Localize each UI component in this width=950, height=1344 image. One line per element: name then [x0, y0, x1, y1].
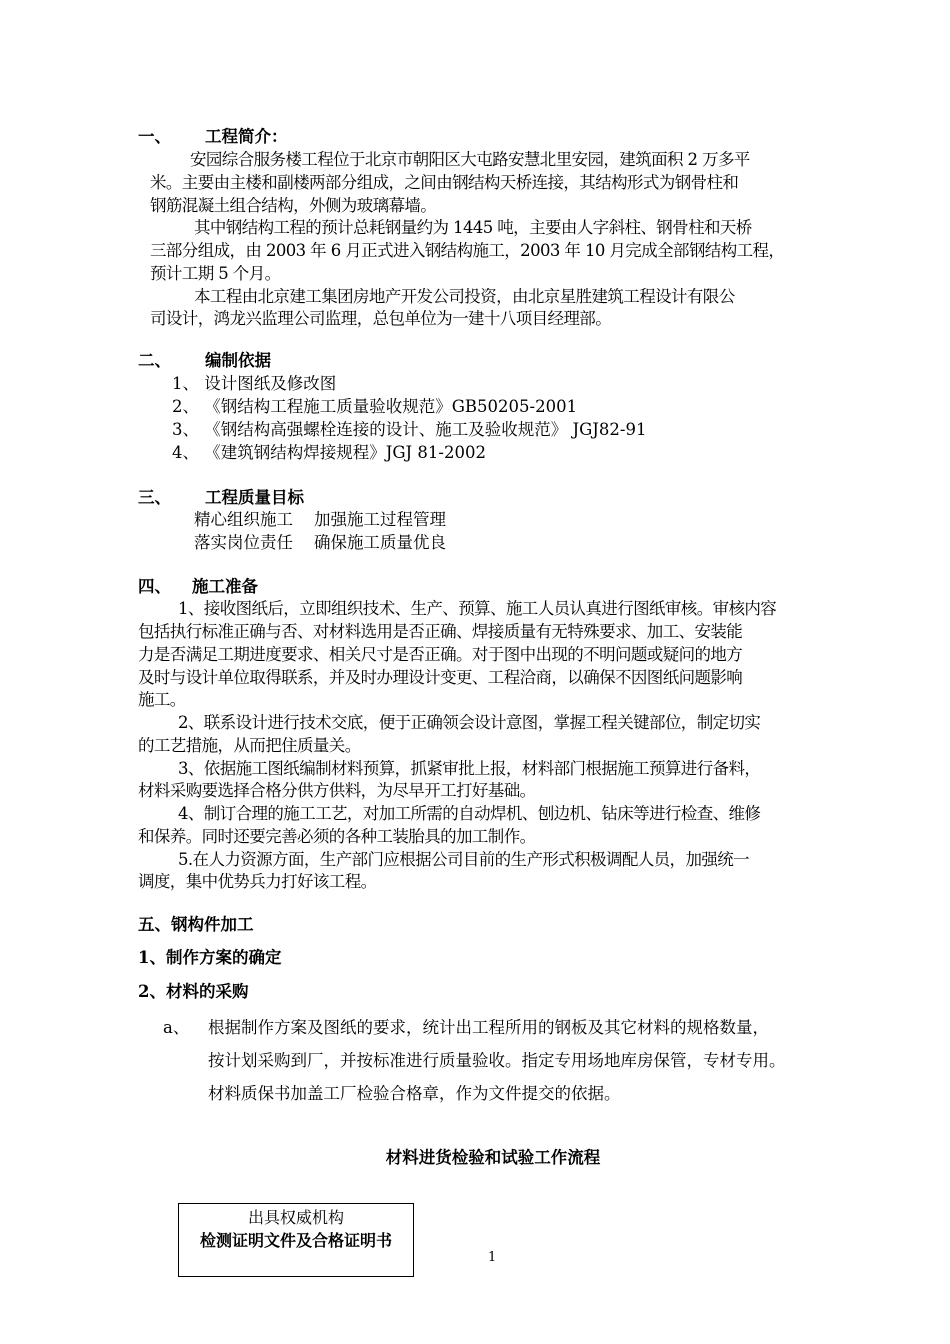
- section-3-title: 工程质量目标: [205, 488, 304, 507]
- paragraph-line: 按计划采购到厂，并按标准进行质量验收。指定专用场地库房保管，专材专用。: [208, 1051, 786, 1070]
- section-3-number: 三、: [138, 488, 171, 507]
- list-item: 3、 《钢结构高强螺栓连接的设计、施工及验收规范》 JGJ82-91: [172, 420, 647, 439]
- quality-goal-line: 精心组织施工 加强施工过程管理: [194, 510, 446, 529]
- paragraph-line: 2、联系设计进行技术交底，便于正确领会设计意图，掌握工程关键部位，制定切实: [178, 713, 761, 732]
- paragraph-line: 三部分组成，由 2003 年 6 月正式进入钢结构施工，2003 年 10 月完成全部钢结构工程，: [150, 241, 785, 260]
- paragraph-line: 3、依据施工图纸编制材料预算，抓紧审批上报，材料部门根据施工预算进行备料，: [178, 759, 761, 778]
- paragraph-line: 本工程由北京建工集团房地产开发公司投资，由北京星胜建筑工程设计有限公: [194, 287, 735, 306]
- flow-title: 材料进货检验和试验工作流程: [385, 1148, 601, 1167]
- section-5-title: 五、钢构件加工: [138, 915, 254, 934]
- paragraph-line: 包括执行标准正确与否、对材料选用是否正确、焊接质量有无特殊要求、加工、安装能: [138, 622, 743, 641]
- section-1-number: 一、: [138, 127, 171, 146]
- paragraph-line: 及时与设计单位取得联系，并及时办理设计变更、工程洽商，以确保不因图纸问题影响: [138, 668, 743, 687]
- paragraph-line: 安园综合服务楼工程位于北京市朝阳区大屯路安慧北里安园，建筑面积 2 万多平: [190, 150, 750, 169]
- paragraph-line: 的工艺措施，从而把住质量关。: [138, 736, 361, 755]
- paragraph-line: 钢筋混凝土组合结构，外侧为玻璃幕墙。: [150, 196, 437, 215]
- item-label: a、: [163, 1018, 190, 1037]
- paragraph-line: 5.在人力资源方面，生产部门应根据公司目前的生产形式积极调配人员，加强统一: [178, 850, 750, 869]
- subsection-1-title: 1、制作方案的确定: [138, 948, 282, 967]
- paragraph-line: 4、制订合理的施工工艺，对加工所需的自动焊机、刨边机、钻床等进行检查、维修: [178, 804, 761, 823]
- section-2-number: 二、: [138, 351, 171, 370]
- list-item: 2、 《钢结构工程施工质量验收规范》GB50205-2001: [172, 397, 578, 416]
- paragraph-line: 材料采购要选择合格分供方供料，为尽早开工打好基础。: [138, 781, 536, 800]
- list-item: 4、 《建筑钢结构焊接规程》JGJ 81-2002: [172, 443, 486, 462]
- paragraph-line: 1、接收图纸后，立即组织技术、生产、预算、施工人员认真进行图纸审核。审核内容: [178, 599, 777, 618]
- paragraph-line: 其中钢结构工程的预计总耗钢量约为 1445 吨，主要由人字斜柱、钢骨柱和天桥: [194, 218, 752, 237]
- section-4-title: 施工准备: [192, 577, 258, 596]
- flow-box-line1: 出具权威机构: [247, 1208, 344, 1227]
- list-item: 1、 设计图纸及修改图: [172, 374, 337, 393]
- page-number: 1: [488, 1250, 497, 1265]
- paragraph-line: 力是否满足工期进度要求、相关尺寸是否正确。对于图中出现的不明问题或疑问的地方: [138, 645, 743, 664]
- paragraph-line: 和保养。同时还要完善必须的各种工装胎具的加工制作。: [138, 827, 536, 846]
- paragraph-line: 根据制作方案及图纸的要求，统计出工程所用的钢板及其它材料的规格数量，: [208, 1018, 769, 1037]
- paragraph-line: 预计工期 5 个月。: [150, 264, 281, 283]
- section-1-title: 工程简介：: [205, 127, 288, 146]
- flow-box-line2: 检测证明文件及合格证明书: [199, 1231, 392, 1250]
- paragraph-line: 米。主要由主楼和副楼两部分组成，之间由钢结构天桥连接，其结构形式为钢骨柱和: [150, 173, 739, 192]
- quality-goal-line: 落实岗位责任 确保施工质量优良: [194, 533, 446, 552]
- paragraph-line: 调度，集中优势兵力打好该工程。: [138, 872, 377, 891]
- paragraph-line: 司设计，鸿龙兴监理公司监理，总包单位为一建十八项目经理部。: [150, 309, 612, 328]
- section-2-title: 编制依据: [205, 351, 271, 370]
- flow-box-certificates: [178, 1203, 414, 1277]
- subsection-2-title: 2、材料的采购: [138, 982, 249, 1001]
- paragraph-line: 施工。: [138, 690, 186, 709]
- paragraph-line: 材料质保书加盖工厂检验合格章，作为文件提交的依据。: [208, 1084, 621, 1103]
- section-4-number: 四、: [138, 577, 171, 596]
